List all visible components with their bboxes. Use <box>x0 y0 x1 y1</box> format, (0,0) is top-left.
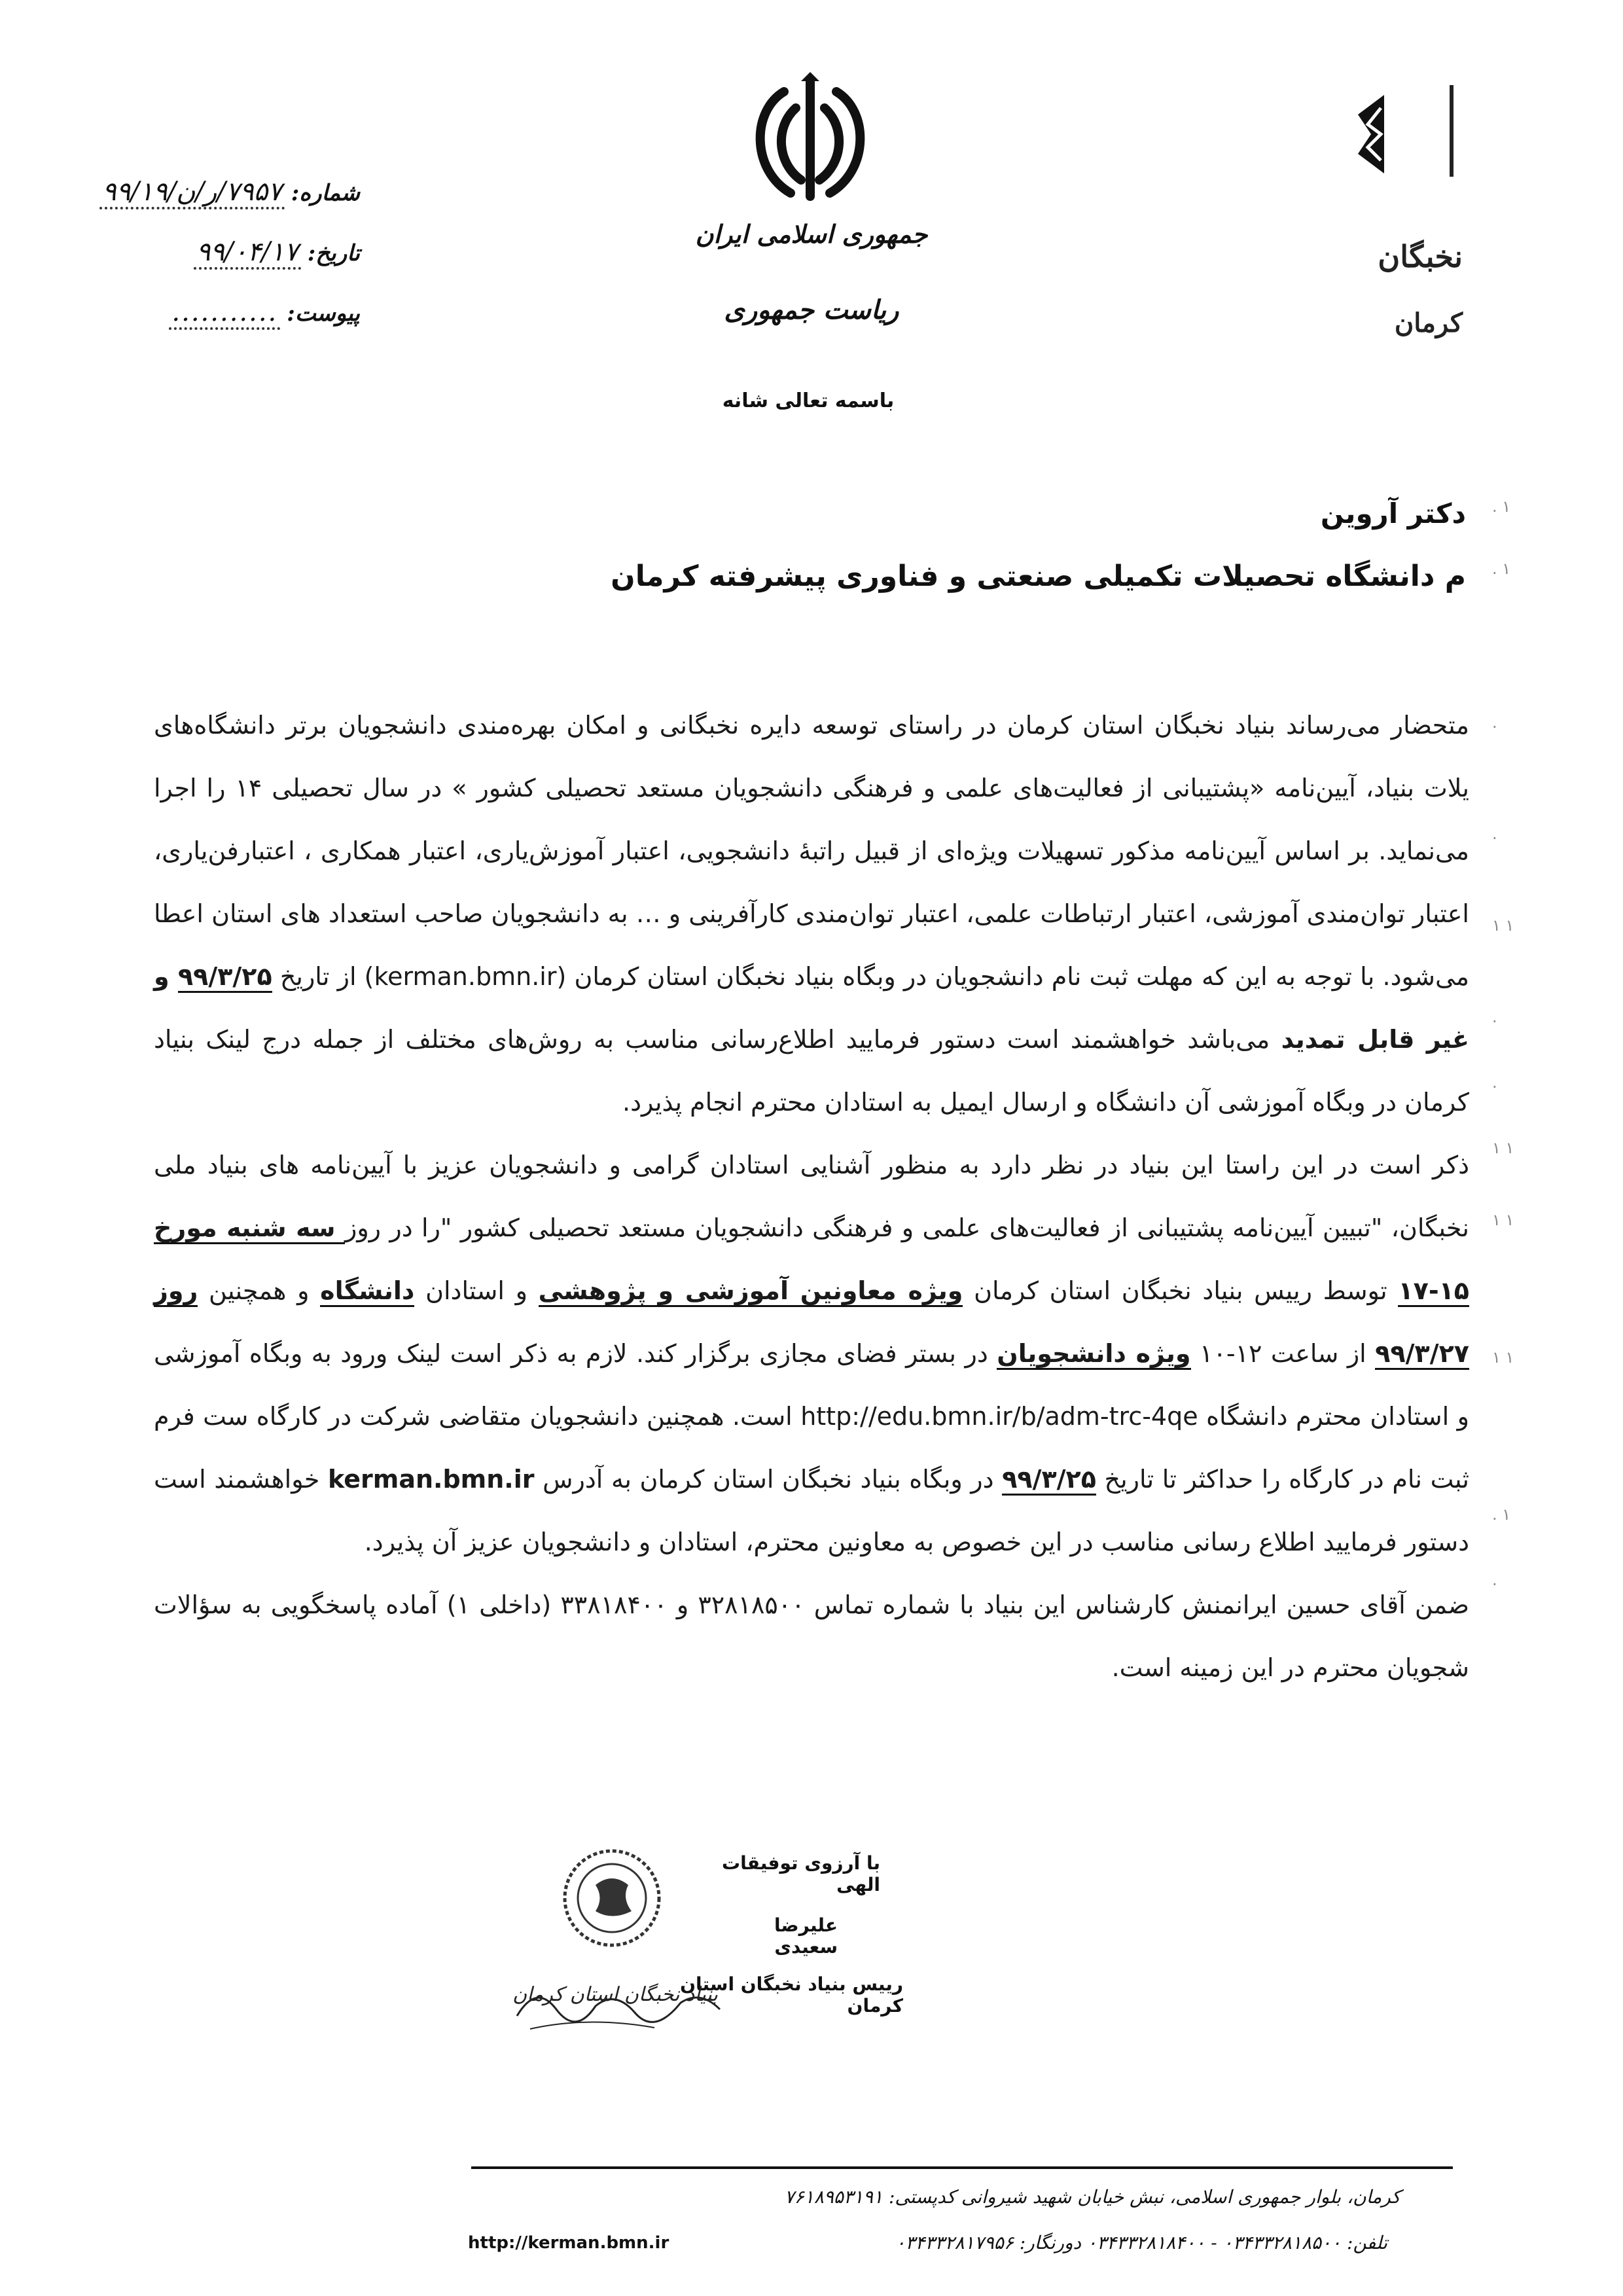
p2-u4: ویژه دانشجویان <box>997 1339 1190 1370</box>
p2-time1: ۱۵-۱۷ <box>1398 1276 1469 1307</box>
iran-emblem-icon <box>738 72 882 209</box>
official-seal-icon <box>560 1846 664 1950</box>
p1-end: می‌باشد خواهشمند است دستور فرمایید اطلاع‌رسانی مناسب به روش‌های مختلف از جمله درج لینک بنیاد کرمان در وبگاه آموزشی آن دانشگاه و ارسال ایمیل به استادان محترم انجام پذیرد. <box>154 1025 1469 1117</box>
p2-c: و استادان <box>414 1276 539 1305</box>
ref-number-value: ۷۹۵۷/ر/ن/۹۹/۱۹ <box>99 177 284 209</box>
margin-marks: . ۱ . ۱ . . ۱ ۱ . . ۱ ۱ ۱ ۱ ۱ ۱ . ۱ . <box>1492 497 1514 1589</box>
ref-date-label: تاریخ: <box>307 240 360 266</box>
p1-text: متحضار می‌رساند بنیاد نخبگان استان کرمان در راستای توسعه دایره نخبگانی و امکان بهره‌مندی دانشجویان برتر دانشگاه‌های یلات بنیاد، آیین‌نامه «پشتیبانی از فعالیت‌های علمی و فرهنگی دانشجویان مستعد تحصیلی کشور » در سال تحصیلی ۱۴ را اجرا می‌نماید. بر اساس آیین‌نامه مذکور تسهیلات ویژه‌ای از قبیل راتبهٔ دانشجویی، اعتبار آموزش‌یاری، اعتبار همکاری ، اعتبارفن‌یاری، اعتبار توان‌مندی آموزشی، اعتبار ارتباطات علمی، اعتبار توان‌مندی کارآفرینی و … به دانشجویان صاحب استعداد های استان اعطا می‌شود. با توجه به این که مهلت ثبت نام دانشجویان در وبگاه بنیاد نخبگان استان کرمان ( <box>154 711 1470 991</box>
ref-attachment-label: پیوست: <box>287 300 360 327</box>
p1-cont: ) از تاریخ <box>279 962 374 991</box>
p1-site: kerman.bmn.ir <box>374 962 557 991</box>
signer-title: رییس بنیاد نخبگان استان کرمان <box>680 1973 903 2017</box>
p2-link[interactable]: http://edu.bmn.ir/b/adm-trc-4qe <box>800 1402 1198 1431</box>
p2-a: ذکر است در این راستا این بنیاد در نظر دارد به منظور آشنایی استادان گرامی و دانشجویان عزیز با آیین‌نامه های بنیاد ملی نخبگان، "تبیین آیین‌نامه پشتیبانی از فعالیت‌های علمی و فرهنگی دانشجویان مستعد تحصیلی کشور "را در روز <box>154 1151 1469 1242</box>
p2-h: در وبگاه بنیاد نخبگان استان کرمان به آدرس <box>534 1465 1003 1494</box>
ref-number-label: شماره: <box>291 180 360 206</box>
ref-attachment-value: ........... <box>169 297 280 330</box>
p2-e: از ساعت ۱۲-۱۰ <box>1190 1339 1376 1368</box>
closing-wish: با آرزوی توفیقات الهی <box>721 1852 880 1895</box>
footer-address: کرمان، بلوار جمهوری اسلامی، نبش خیابان شهید شیروانی کدپستی: ۷۶۱۸۹۵۳۱۹۱ <box>784 2186 1400 2208</box>
p2-u2: دانشگاه <box>320 1276 414 1307</box>
p2-b: توسط رییس بنیاد نخبگان استان کرمان <box>963 1276 1399 1305</box>
p2-f: در بستر فضای مجازی برگزار کند. لازم به ذکر است لینک ورود به وبگاه آموزشی و استادان محترم دانشگاه <box>154 1339 1469 1431</box>
footer-website-link[interactable]: http://kerman.bmn.ir <box>468 2233 669 2253</box>
seal-text: بنیاد نخبگان استان کرمان <box>512 1983 718 2006</box>
p2-i: خواهشمند است دستور فرمایید اطلاع رسانی مناسب در این خصوص به معاونین محترم، استادان و دانشجویان عزیز آن پذیرد. <box>154 1465 1469 1556</box>
body-paragraph-3: ضمن آقای حسین ایرانمنش کارشناس این بنیاد با شماره تماس ۳۲۸۱۸۵۰۰ و ۳۳۸۱۸۴۰۰ (داخلی ۱) آماده پاسخگویی به سؤالات شجویان محترم در این زمینه است. <box>154 1590 1469 1682</box>
org-province: کرمان <box>1394 308 1463 338</box>
footer-divider <box>471 2166 1453 2169</box>
recipient-institution: م دانشگاه تحصیلات تکمیلی صنعتی و فناوری پیشرفته کرمان <box>611 560 1466 593</box>
signature-scrawl-icon <box>510 1970 726 2042</box>
p2-day: سه شنبه مورخ <box>154 1213 345 1244</box>
recipient-name: دکتر آروین <box>1320 497 1466 529</box>
logo-divider <box>1450 85 1454 177</box>
p2-u3: روز ۹۹/۳/۲۷ <box>154 1276 1469 1370</box>
ref-date-value: ۹۹/۰۴/۱۷ <box>194 237 301 270</box>
ref-date-row <box>85 237 360 297</box>
presidency-title: ریاست جمهوری <box>724 295 899 325</box>
bismillah-heading: باسمه تعالی شانه <box>722 389 895 412</box>
p2-g: است. همچنین دانشجویان متقاضی شرکت در کارگاه ست فرم ثبت نام در کارگاه را حداکثر تا تاریخ <box>154 1402 1469 1494</box>
body-paragraph-2 <box>154 1134 1469 1573</box>
org-name: نخبگان <box>1378 239 1463 274</box>
signer-name: علیرضا سعیدی <box>774 1914 838 1958</box>
letter-body <box>154 694 1469 1699</box>
p2-deadline: ۹۹/۳/۲۵ <box>1002 1465 1096 1496</box>
country-name: جمهوری اسلامی ایران <box>695 219 928 249</box>
body-paragraph-1 <box>154 694 1469 1134</box>
p2-d: و همچنین <box>198 1276 321 1305</box>
foundation-logo-icon <box>1345 88 1391 180</box>
p2-site[interactable]: kerman.bmn.ir <box>327 1465 535 1494</box>
p1-extend: و غیر قابل تمدید <box>154 962 1469 1054</box>
ref-attachment-row <box>85 297 360 357</box>
footer-phones: تلفن: ۰۳۴۳۳۲۸۱۸۵۰۰ - ۰۳۴۳۳۲۸۱۸۴۰۰ دورنگار: ۰۳۴۳۳۲۸۱۷۹۵۶ <box>895 2232 1387 2253</box>
ref-number-row <box>85 177 360 237</box>
reference-block <box>85 177 360 357</box>
p2-u1: ویژه معاونین آموزشی و پژوهشی <box>539 1276 963 1307</box>
p1-date: ۹۹/۳/۲۵ <box>178 962 272 993</box>
